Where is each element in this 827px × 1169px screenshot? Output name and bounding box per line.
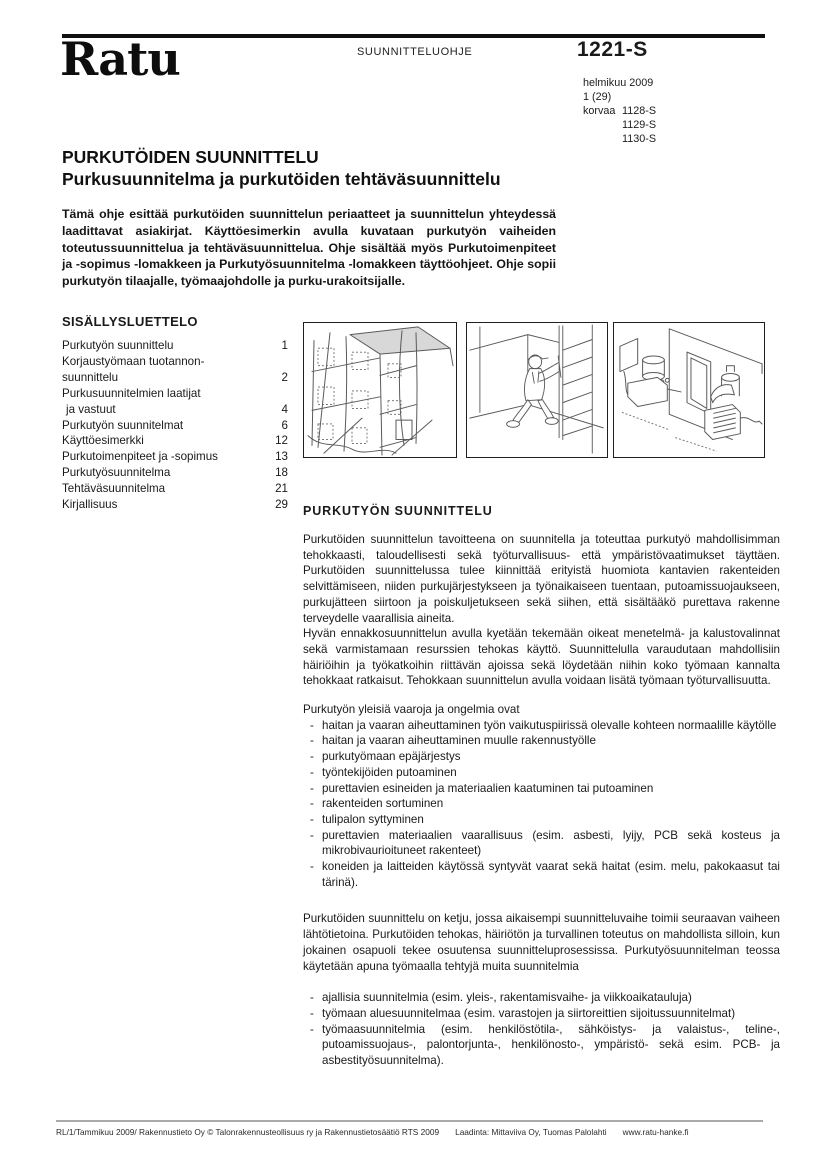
dash-marker: - xyxy=(310,1022,314,1036)
toc-page: 13 xyxy=(275,450,288,464)
list-item: - purettavien esineiden ja materiaalien kaatuminen tai putoaminen xyxy=(310,781,654,795)
dash-marker: - xyxy=(310,1006,314,1020)
toc-row xyxy=(62,386,288,402)
list-item: - ajallisia suunnitelmia (esim. yleis-, rakentamisvaihe- ja viikkoaikatauluja) xyxy=(310,991,692,1005)
doc-type-label: SUUNNITTELUOHJE xyxy=(357,46,473,58)
footer xyxy=(56,1127,776,1137)
toc-label: Purkusuunnitelmien laatijat xyxy=(62,386,201,400)
list-item: - purettavien materiaalien vaarallisuus (esim. asbesti, lyijy, PCB sekä kosteus ja mikrobivaurioituneet rakenteet) xyxy=(310,828,780,858)
toc-page: 29 xyxy=(275,498,288,512)
list-item: - purkutyömaan epäjärjestys xyxy=(310,750,461,764)
list-item: - työmaasuunnitelmia (esim. henkilöstötila-, sähköistys- ja valaistus-, teline-, putoamissuojaus-, palontorjunta-, henkilönosto-, ympäristö- sekä esim. PCB- ja asbestityösuunnitelma). xyxy=(310,1022,780,1068)
footer-laadinta: Laadinta: Mittaviiva Oy, Tuomas Palolahti xyxy=(455,1127,607,1137)
toc-label: Tehtäväsuunnitelma xyxy=(62,482,166,496)
toc-row xyxy=(62,402,288,418)
hazards-list xyxy=(303,718,780,891)
toc-row xyxy=(62,481,288,497)
toc-row xyxy=(62,433,288,449)
worker-demolishing-wall-drawing xyxy=(467,323,607,457)
replaces-row xyxy=(583,133,656,147)
doc-number: 1221-S xyxy=(577,38,648,61)
replaces-code: 1129-S xyxy=(622,118,657,131)
toc-label: Purkutyösuunnitelma xyxy=(62,466,171,480)
paragraph: Hyvän ennakkosuunnittelun avulla kyetään tekemään oikeat menetelmä- ja kalustovalinnat sekä varmistamaan resurssien tehokas käyttö. Suunnittelulla varaudutaan mahdollisiin häiriöihin ja työkatkoihin riittävän ajoissa sekä löydetään niihin koko työmaan kannalta tehokkaat ratkaisut. Tehokkaan suunnittelun avulla voidaan lisätä työmaan työturvallisuutta. xyxy=(303,627,780,688)
toc-page: 18 xyxy=(275,466,288,480)
toc-label: Käyttöesimerkki xyxy=(62,434,144,448)
dash-marker: - xyxy=(310,828,314,842)
dash-marker: - xyxy=(310,750,314,764)
paragraph: Purkutöiden suunnittelu on ketju, jossa aikaisempi suunnitteluvaihe toimii seuraavan vaiheen lähtötietoina. Purkutöiden tehokas, häiriötön ja turvallinen toteutus on mahdollista silloin, kun jokainen osapuoli tekee osuutensa suunnitteluprosessissa. Purkutyösuunnitelman teossa käytetään apuna työmaalla tehtyjä muita suunnitelmia xyxy=(303,912,780,973)
dash-marker: - xyxy=(310,797,314,811)
toc-row xyxy=(62,338,288,354)
footer-url: www.ratu-hanke.fi xyxy=(622,1127,689,1137)
toc-label: Purkutoimenpiteet ja -sopimus xyxy=(62,450,218,464)
section-heading: PURKUTYÖN SUUNNITTELU xyxy=(303,504,493,518)
dash-marker: - xyxy=(310,991,314,1005)
replaces-code: 1130-S xyxy=(622,132,657,145)
replaces-code: 1128-S xyxy=(622,104,657,117)
title-line-2: Purkusuunnitelma ja purkutöiden tehtäväsuunnittelu xyxy=(62,168,501,189)
toc-row xyxy=(62,465,288,481)
building-facade-drawing xyxy=(304,323,456,457)
footer-rule xyxy=(56,1120,763,1122)
list-item: - työntekijöiden putoaminen xyxy=(310,765,457,779)
page-title xyxy=(62,147,501,190)
toc-row xyxy=(62,497,288,513)
doc-meta xyxy=(583,77,656,147)
dash-marker: - xyxy=(310,781,314,795)
dust-control-equipment-drawing xyxy=(614,323,764,457)
toc-page: 6 xyxy=(281,418,288,432)
toc-row xyxy=(62,354,288,370)
toc-page: 4 xyxy=(281,402,288,416)
list-item: - koneiden ja laitteiden käytössä syntyvät vaarat sekä haitat (esim. melu, pakokaasut tai tärinä). xyxy=(310,860,780,889)
toc-label: Kirjallisuus xyxy=(62,498,118,512)
dash-marker: - xyxy=(310,812,314,826)
toc-label: Purkutyön suunnittelu xyxy=(62,339,174,352)
list-item: - tulipalon syttyminen xyxy=(310,812,424,826)
toc-label: suunnittelu xyxy=(62,370,119,384)
table-of-contents xyxy=(62,314,288,513)
toc-label: ja vastuut xyxy=(66,402,116,416)
toc-page: 1 xyxy=(281,339,288,352)
toc-page: 21 xyxy=(275,482,288,496)
list-item: - rakenteiden sortuminen xyxy=(310,797,444,811)
toc-page: 2 xyxy=(281,370,288,384)
dash-marker: - xyxy=(310,718,314,732)
replaces-row xyxy=(583,119,656,133)
replaces-label: korvaa xyxy=(583,104,616,117)
list-item: - haitan ja vaaran aiheuttaminen työn vaikutuspiirissä olevalle kohteen normaalille käytölle xyxy=(310,718,777,732)
figure-dust-control-equipment xyxy=(613,322,765,458)
plans-list xyxy=(303,990,780,1069)
dash-marker: - xyxy=(310,734,314,748)
list-item: - työmaan aluesuunnitelmaa (esim. varastojen ja siirtoreittien sijoitussuunnitelmat) xyxy=(310,1006,736,1020)
replaces-row xyxy=(583,105,656,119)
hazards-intro: Purkutyön yleisiä vaaroja ja ongelmia ovat xyxy=(303,703,520,717)
toc-heading: SISÄLLYSLUETTELO xyxy=(62,314,198,329)
toc-row xyxy=(62,370,288,386)
doc-date: helmikuu 2009 xyxy=(583,77,654,89)
toc-label: Purkutyön suunnitelmat xyxy=(62,418,184,432)
figure-building-facade xyxy=(303,322,457,458)
paragraph: Purkutöiden suunnittelun tavoitteena on suunnitella ja toteuttaa purkutyö mahdollisimman tehokkaasti, taloudellisesti sekä työturvallisuus- että ympäristövaatimukset täyttäen. Purkutöiden suunnittelussa tulee kiinnittää erityistä huomiota kantavien rakenteiden selvittämiseen, niiden purkujärjestykseen ja työnaikaiseen tuentaan, putoamissuojaukseen, purkujätteen siirtoon ja poiskuljetukseen sekä siihen, että sisältääkö purettava rakenne terveydelle vaarallisia aineita. xyxy=(303,533,780,625)
dash-marker: - xyxy=(310,860,314,874)
ratu-logo: Ratu xyxy=(60,32,180,86)
toc-row xyxy=(62,418,288,434)
title-line-1: PURKUTÖIDEN SUUNNITTELU xyxy=(62,147,319,167)
list-item: - haitan ja vaaran aiheuttaminen muulle rakennustyölle xyxy=(310,734,596,748)
main-section xyxy=(303,504,780,1069)
doc-page-count: 1 (29) xyxy=(583,90,612,103)
intro-paragraph: Tämä ohje esittää purkutöiden suunnittelun periaatteet ja suunnittelun yhteydessä laadittavat asiakirjat. Käyttöesimerkin avulla kuvataan purkutyön vaiheiden toteutussuunnittelua ja tehtäväsuunnittelua. Ohje sisältää myös Purkutoimenpiteet ja -sopimus -lomakkeen ja Purkutyösuunnitelma -lomakkeen täyttöohjeet. Ohje sopii purkutyön tilaajalle, työmaajohdolle ja purku-urakoitsijalle. xyxy=(62,207,556,289)
toc-page: 12 xyxy=(275,434,288,448)
figure-worker-demolition xyxy=(466,322,608,458)
toc-row xyxy=(62,449,288,465)
footer-credit: RL/1/Tammikuu 2009/ Rakennustieto Oy © Talonrakennusteollisuus ry ja Rakennustietosäätiö RTS 2009 xyxy=(56,1127,440,1137)
dash-marker: - xyxy=(310,765,314,779)
toc-label: Korjaustyömaan tuotannon- xyxy=(62,354,205,368)
